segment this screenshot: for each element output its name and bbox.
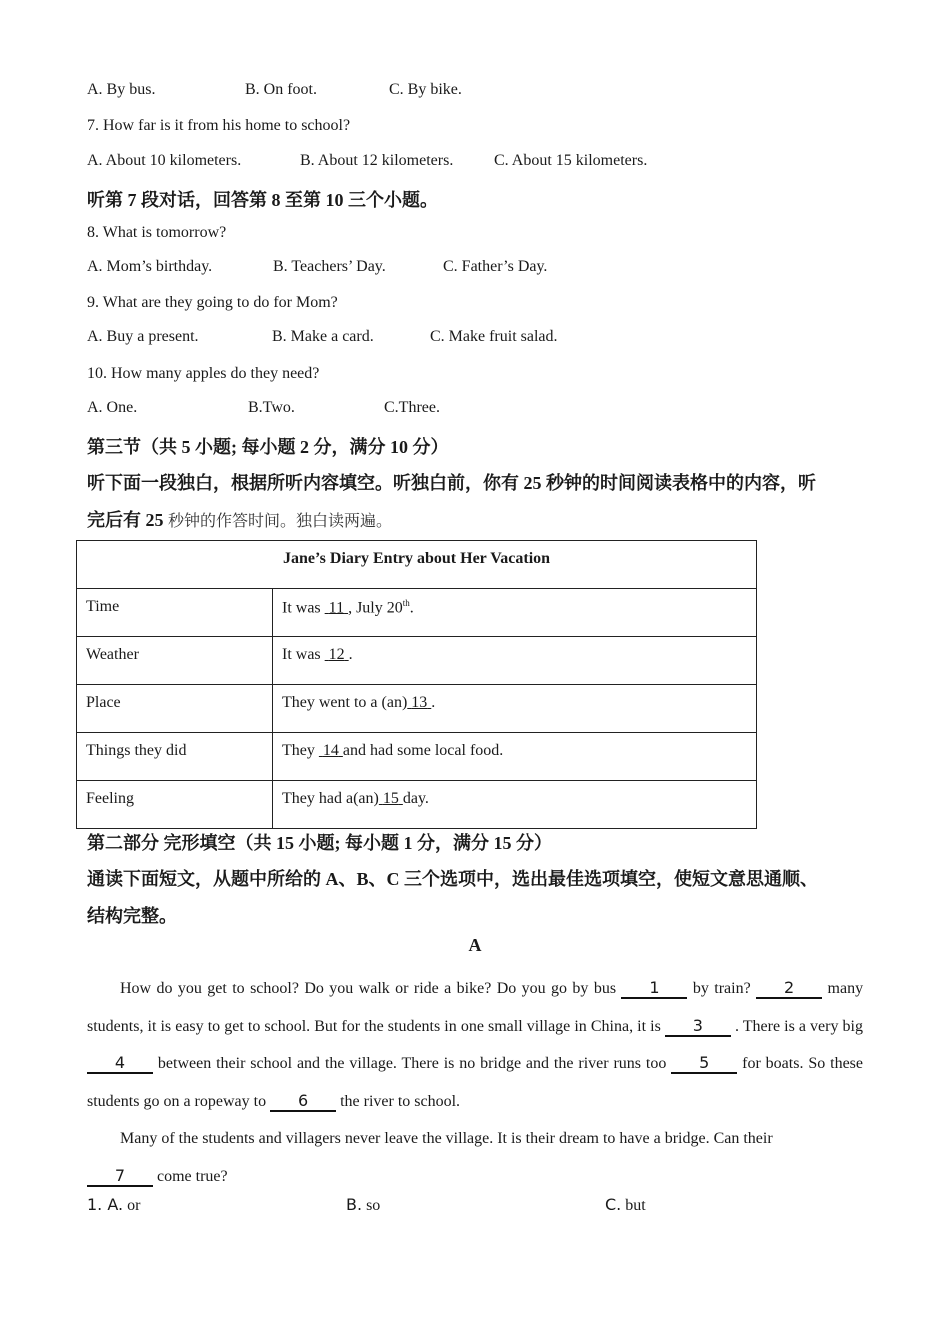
section7-heading: 听第 7 段对话，回答第 8 至第 10 三个小题。: [87, 190, 438, 210]
q10-option-b: B.Two.: [248, 399, 295, 416]
row-label: Feeling: [77, 781, 273, 829]
cloze-q1-option-c: [605, 1195, 646, 1215]
option-text: or: [127, 1197, 141, 1214]
question-number: 1. A.: [87, 1195, 124, 1214]
answer-blank: [407, 694, 431, 711]
row-text: .: [348, 646, 353, 663]
cloze-blank-7: 7: [87, 1167, 153, 1187]
q7-option-c: C. About 15 kilometers.: [494, 152, 648, 169]
q8-option-b: B. Teachers’ Day.: [273, 258, 386, 275]
cloze-blank-2: 2: [756, 979, 822, 999]
cloze-blank-3: 3: [665, 1017, 731, 1037]
passage-text: the river to school.: [340, 1092, 461, 1110]
answer-blank: [379, 790, 403, 807]
passage-text: for boats. So these students go on a ropeway to: [87, 1055, 864, 1110]
answer-blank: [325, 599, 348, 616]
q8-option-c: C. Father’s Day.: [443, 258, 548, 275]
q7-question: 7. How far is it from his home to school?: [87, 117, 351, 134]
part3-instruction-line2: [87, 506, 392, 532]
blank-number: 11: [328, 599, 345, 617]
passage-text: How do you get to school? Do you walk or ride a bike? Do you go by bus: [120, 980, 617, 997]
option-letter: B.: [346, 1195, 363, 1214]
row-content: [273, 685, 757, 733]
blank-number: 12: [328, 646, 345, 663]
passage-paragraph-2: [87, 1120, 863, 1195]
passage-text: many students, it is easy to get to school. But for the students in one small village in China, it is: [87, 980, 864, 1035]
q10-option-a: A. One.: [87, 399, 138, 416]
q7-option-b: B. About 12 kilometers.: [300, 152, 454, 169]
cloze-blank-6: 6: [270, 1092, 336, 1112]
table-row: [77, 733, 757, 781]
q6-option-a: A. By bus.: [87, 81, 156, 98]
q8-option-a: A. Mom’s birthday.: [87, 258, 213, 275]
row-text: .: [431, 694, 436, 711]
table-row: [77, 637, 757, 685]
row-text: and had some local food.: [342, 742, 504, 759]
passage-text: between their school and the village. There is no bridge and the river runs too: [157, 1055, 667, 1072]
part3-instruction-rest: 秒钟的作答时间。独白读两遍。: [168, 513, 393, 530]
row-text: They: [282, 742, 315, 759]
part3-heading: 第三节（共 5 小题; 每小题 2 分，满分 10 分）: [87, 437, 449, 457]
row-content: [273, 637, 757, 685]
diary-title: Jane’s Diary Entry about Her Vacation: [77, 541, 757, 589]
part3-instruction-bold: 完后有 25: [87, 510, 164, 530]
table-row: [77, 781, 757, 829]
row-content: [273, 733, 757, 781]
passage-text: by train?: [692, 980, 751, 997]
blank-number: 13: [411, 694, 428, 711]
q9-option-a: A. Buy a present.: [87, 328, 199, 345]
diary-table: [76, 540, 757, 829]
passage-text: Many of the students and villagers never leave the village. It is their dream to have a bridge. Can their: [120, 1130, 773, 1147]
q6-option-c: C. By bike.: [389, 81, 462, 98]
q8-question: 8. What is tomorrow?: [87, 224, 227, 241]
option-letter: C.: [605, 1195, 622, 1214]
part2-instruction-line2: 结构完整。: [87, 906, 177, 926]
row-text: They had a(an): [282, 790, 379, 807]
row-label: Place: [77, 685, 273, 733]
passage-text: . There is a very big: [734, 1017, 864, 1035]
option-text: but: [625, 1197, 646, 1214]
passage-text: come true?: [157, 1167, 228, 1185]
row-text: day.: [402, 790, 429, 807]
row-text: They went to a (an): [282, 694, 408, 711]
q9-option-b: B. Make a card.: [272, 328, 374, 345]
row-label: Things they did: [77, 733, 273, 781]
blank-number: 14: [322, 742, 339, 759]
part3-instruction-line1: 听下面一段独白，根据所听内容填空。听独白前，你有 25 秒钟的时间阅读表格中的内容，听: [87, 473, 816, 493]
row-text: .: [409, 599, 414, 617]
row-text: It was: [282, 599, 321, 617]
blank-number: 15: [382, 790, 399, 807]
answer-blank: [325, 646, 349, 663]
q9-option-c: C. Make fruit salad.: [430, 328, 558, 345]
q10-question: 10. How many apples do they need?: [87, 365, 320, 382]
answer-blank: [319, 742, 343, 759]
q7-option-a: A. About 10 kilometers.: [87, 152, 242, 169]
cloze-blank-5: 5: [671, 1054, 737, 1074]
q9-question: 9. What are they going to do for Mom?: [87, 294, 338, 311]
q10-option-c: C.Three.: [384, 399, 440, 416]
table-row: [77, 685, 757, 733]
row-content: [273, 589, 757, 637]
cloze-blank-1: 1: [621, 979, 687, 999]
table-row: [77, 589, 757, 637]
cloze-blank-4: 4: [87, 1054, 153, 1074]
passage-paragraph-1: [87, 970, 863, 1120]
row-text: It was: [282, 646, 321, 663]
row-label: Weather: [77, 637, 273, 685]
superscript: th: [402, 598, 410, 608]
passage-label: A: [468, 935, 482, 955]
q6-option-b: B. On foot.: [245, 81, 317, 98]
row-label: Time: [77, 589, 273, 637]
part2-heading: 第二部分 完形填空（共 15 小题; 每小题 1 分，满分 15 分）: [87, 833, 552, 853]
row-text: , July 20: [348, 599, 403, 617]
option-text: so: [366, 1197, 381, 1214]
row-content: [273, 781, 757, 829]
cloze-q1-option-a: [87, 1195, 140, 1215]
part2-instruction-line1: 通读下面短文，从题中所给的 A、B、C 三个选项中，选出最佳选项填空，使短文意思通顺、: [87, 869, 818, 889]
cloze-q1-option-b: [346, 1195, 380, 1215]
